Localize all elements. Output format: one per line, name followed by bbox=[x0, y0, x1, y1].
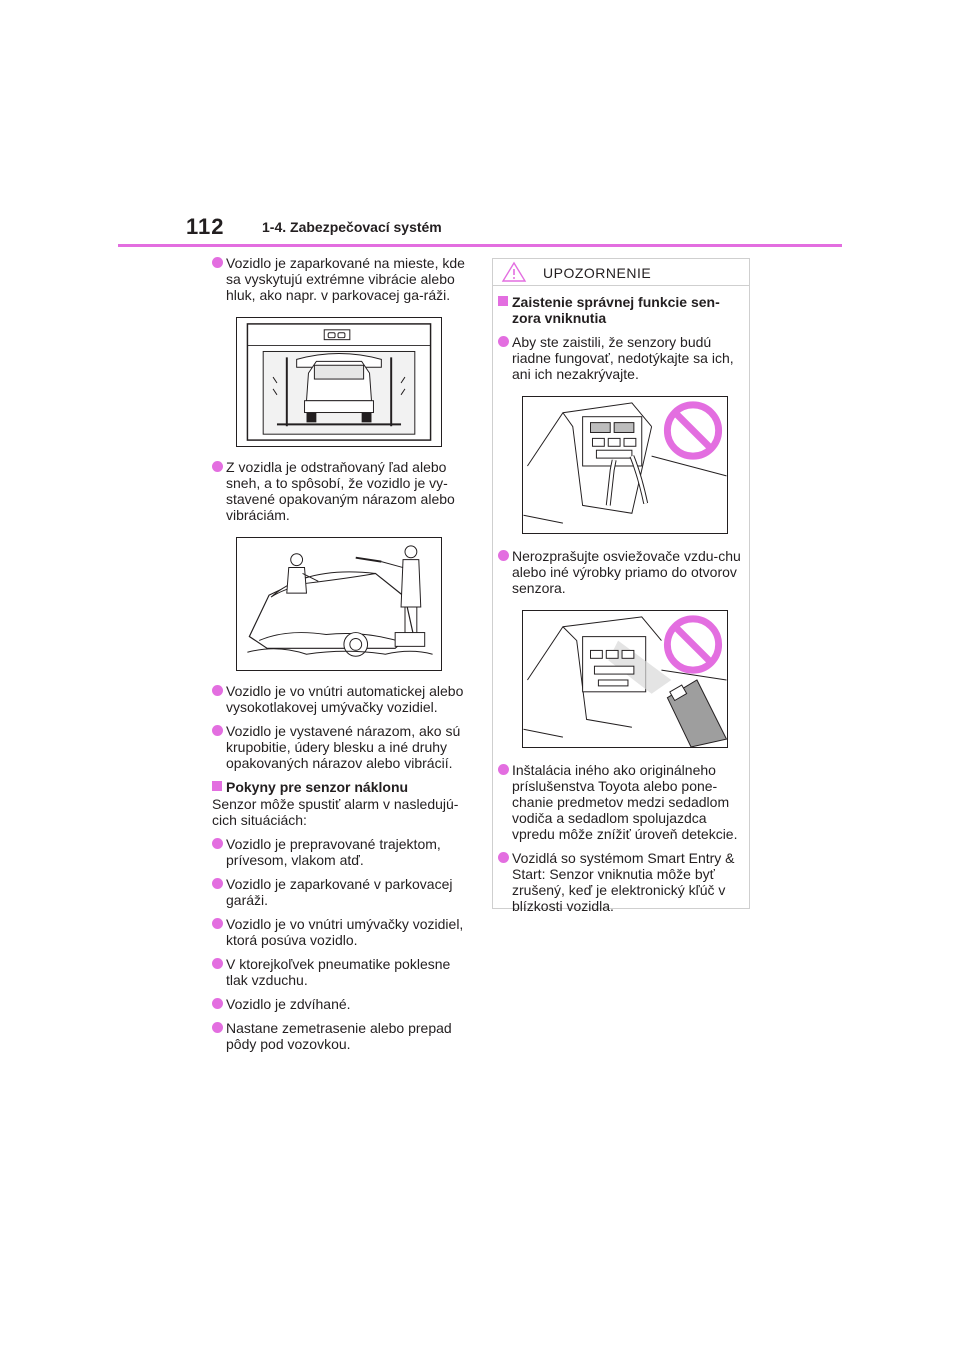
sensor-touch-illustration bbox=[522, 396, 728, 534]
list-item bbox=[212, 683, 468, 715]
left-column bbox=[212, 255, 468, 1060]
bullet-icon bbox=[212, 461, 223, 472]
section-title: 1-4. Zabezpečovací systém bbox=[262, 219, 442, 235]
item-text: Vozidlo je vo vnútri umývačky vozidiel, ktorá posúva vozidlo. bbox=[226, 916, 464, 948]
square-bullet-icon bbox=[212, 781, 222, 791]
item-text: Vozidlo je zaparkované na mieste, kde sa vyskytujú extrémne vibrácie alebo hluk, ako napr. v parkovacej ga-ráži. bbox=[226, 255, 465, 303]
list-item bbox=[498, 762, 744, 842]
bullet-icon bbox=[212, 998, 223, 1009]
item-text: Nastane zemetrasenie alebo prepad pôdy pod vozovkou. bbox=[226, 1020, 452, 1052]
header-rule bbox=[118, 244, 842, 247]
sensor-touch-drawing bbox=[523, 397, 727, 533]
bullet-icon bbox=[498, 550, 509, 561]
bullet-icon bbox=[498, 336, 509, 347]
bullet-icon bbox=[212, 725, 223, 736]
list-item bbox=[212, 876, 468, 908]
item-text: Vozidlo je zaparkované v parkovacej garáži. bbox=[226, 876, 453, 908]
item-text: Vozidlo je vystavené nárazom, ako sú krupobitie, údery blesku a iné druhy opakovaných nárazov alebo vibrácií. bbox=[226, 723, 461, 771]
heading-text: Zaistenie správnej funkcie sen-zora vniknutia bbox=[512, 294, 720, 326]
bullet-icon bbox=[212, 878, 223, 889]
list-item bbox=[212, 723, 468, 771]
car-wash-drawing bbox=[237, 318, 441, 446]
page-number: 112 bbox=[186, 214, 225, 239]
list-item bbox=[212, 956, 468, 988]
bullet-icon bbox=[212, 685, 223, 696]
bullet-icon bbox=[212, 1022, 223, 1033]
bullet-icon bbox=[212, 918, 223, 929]
warning-title: UPOZORNENIE bbox=[543, 265, 652, 281]
tilt-sensor-heading bbox=[212, 779, 468, 795]
list-item bbox=[498, 850, 744, 914]
bullet-icon bbox=[212, 838, 223, 849]
item-text: Vozidlá so systémom Smart Entry & Start: Senzor vniknutia môže byť zrušený, keď je elektronický kľúč v blízkosti vozidla. bbox=[512, 850, 735, 914]
list-item bbox=[498, 548, 744, 596]
bullet-icon bbox=[498, 852, 509, 863]
item-text: Inštalácia iného ako originálneho príslušenstva Toyota alebo pone-chanie predmetov medzi sedadlom vodiča a sedadlom spolujazdca vpredu môže znížiť úroveň detekcie. bbox=[512, 762, 738, 842]
sensor-spray-illustration bbox=[522, 610, 728, 748]
list-item bbox=[212, 916, 468, 948]
list-item bbox=[212, 1020, 468, 1052]
heading-text: Pokyny pre senzor náklonu bbox=[226, 779, 409, 795]
warning-header bbox=[493, 259, 749, 286]
item-text: Vozidlo je vo vnútri automatickej alebo vysokotlakovej umývačky vozidiel. bbox=[226, 683, 464, 715]
snow-removal-drawing bbox=[237, 538, 441, 670]
list-item bbox=[212, 459, 468, 523]
car-wash-illustration bbox=[236, 317, 442, 447]
prohibition-icon bbox=[667, 619, 718, 670]
list-item bbox=[212, 255, 468, 303]
warning-body bbox=[493, 286, 749, 914]
item-text: Z vozidla je odstraňovaný ľad alebo sneh, a to spôsobí, že vozidlo je vy-stavené opakovaným nárazom alebo vibráciám. bbox=[226, 459, 455, 523]
bullet-icon bbox=[498, 764, 509, 775]
warning-box bbox=[492, 258, 750, 914]
warning-triangle-icon bbox=[501, 261, 527, 283]
bullet-icon bbox=[212, 958, 223, 969]
item-text: Vozidlo je zdvíhané. bbox=[226, 996, 351, 1012]
bullet-icon bbox=[212, 257, 223, 268]
item-text: Vozidlo je prepravované trajektom, prívesom, vlakom atď. bbox=[226, 836, 441, 868]
list-item bbox=[212, 996, 468, 1012]
item-text: Aby ste zaistili, že senzory budú riadne fungovať, nedotýkajte sa ich, ani ich nezakrývajte. bbox=[512, 334, 734, 382]
sensor-spray-drawing bbox=[523, 611, 727, 747]
snow-removal-illustration bbox=[236, 537, 442, 671]
list-item bbox=[212, 836, 468, 868]
item-text: Nerozprašujte osviežovače vzdu-chu alebo iné výrobky priamo do otvorov senzora. bbox=[512, 548, 741, 596]
prohibition-icon bbox=[667, 405, 718, 456]
list-item bbox=[498, 334, 744, 382]
tilt-intro: Senzor môže spustiť alarm v nasledujú-cich situáciách: bbox=[212, 796, 459, 828]
square-bullet-icon bbox=[498, 296, 508, 306]
item-text: V ktorejkoľvek pneumatike poklesne tlak vzduchu. bbox=[226, 956, 451, 988]
notice-heading bbox=[498, 294, 744, 326]
